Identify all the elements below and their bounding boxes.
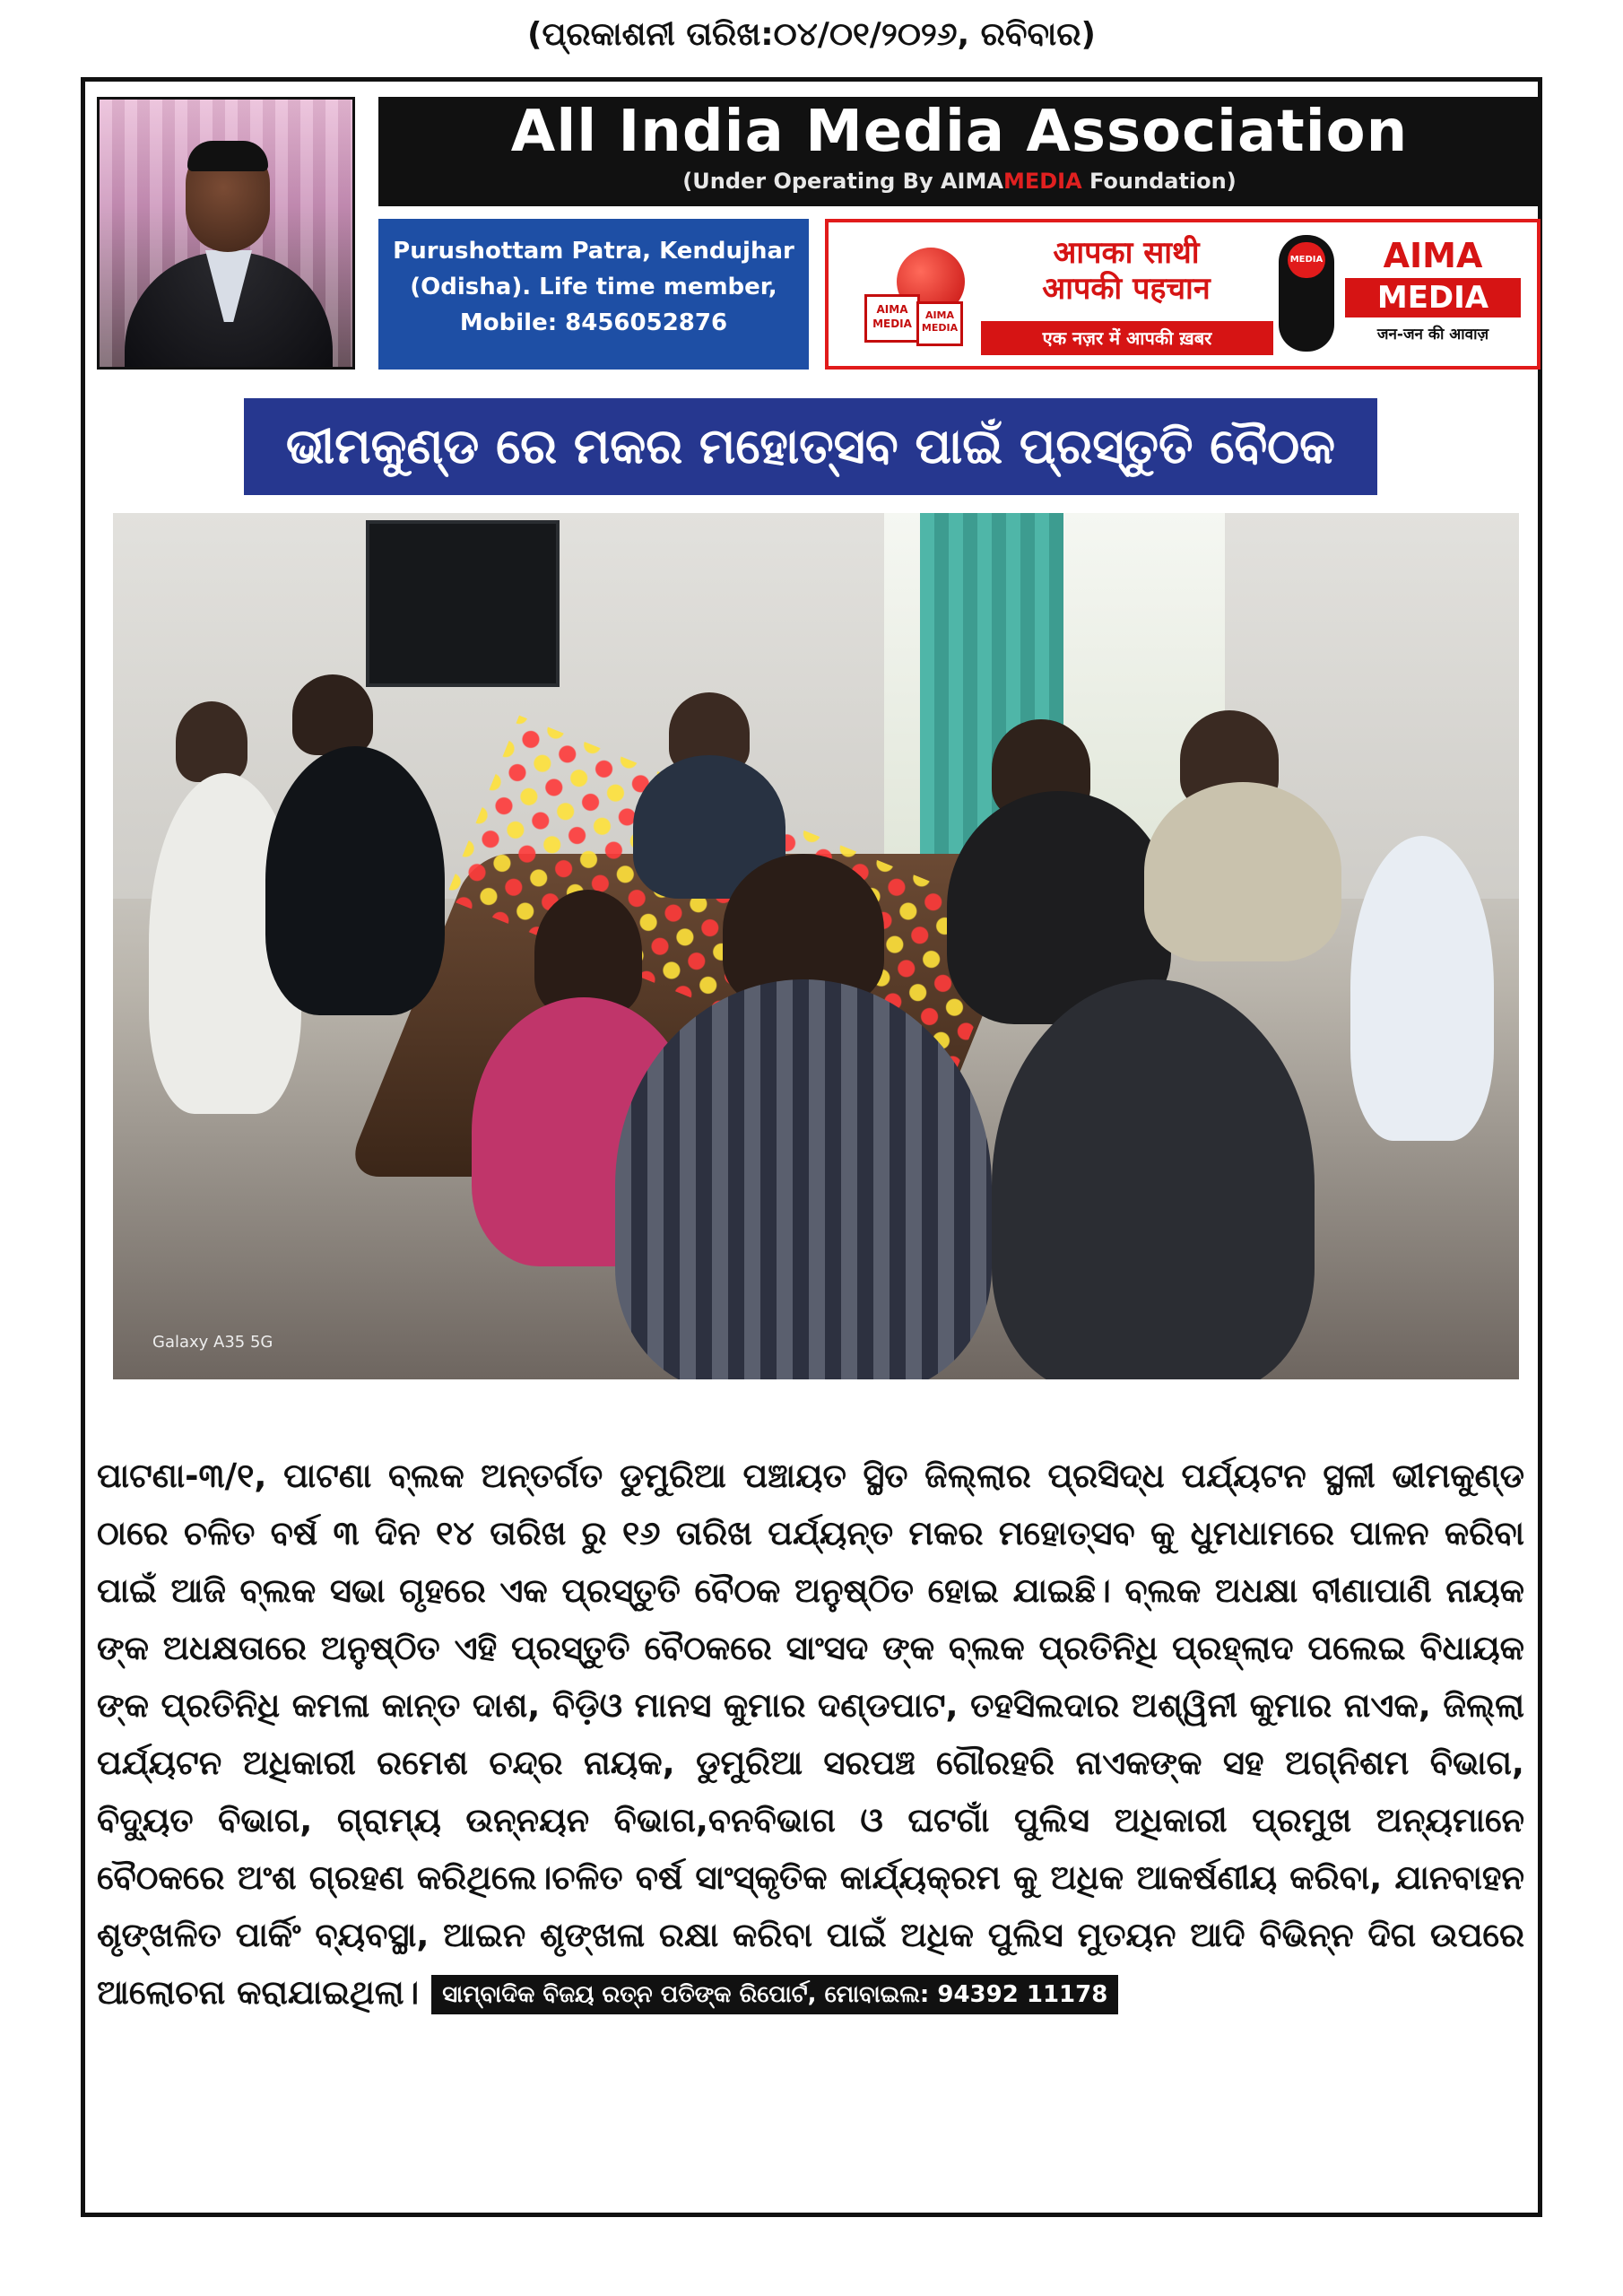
news-headline: ଭୀମକୁଣ୍ଡ ରେ ମକର ମହୋତ୍ସବ ପାଇଁ ପ୍ରସ୍ତୁତି ବୈଠକ	[244, 398, 1377, 495]
ad-tagline: आपका साथी आपकी पहचान	[1042, 235, 1211, 307]
article-text: ପାଟଣା-୩/୧, ପାଟଣା ବ୍ଲକ ଅନ୍ତର୍ଗତ ଡୁମୁରିଆ ପଞ୍ଚାୟତ ସ୍ଥିତ ଜିଲ୍ଲାର ପ୍ରସିଦ୍ଧ ପର୍ଯ୍ୟଟନ ସ୍ଥଳୀ ଭୀମକୁଣ୍ଡ ଠାରେ ଚଳିତ ବର୍ଷ ୩ ଦିନ ୧୪ ତାରିଖ ରୁ ୧୬ ତାରିଖ ପର୍ଯ୍ୟନ୍ତ ମକର ମହୋତ୍ସବ କୁ ଧୁମଧାମରେ ପାଳନ କରିବା ପାଇଁ ଆଜି ବ୍ଲକ ସଭା ଗୃହରେ ଏକ ପ୍ରସ୍ତୁତି ବୈଠକ ଅନୁଷ୍ଠିତ ହୋଇ ଯାଇଛି। ବ୍ଲକ ଅଧକ୍ଷା ବୀଣାପାଣି ନାୟକ ଙ୍କ ଅଧକ୍ଷତାରେ ଅନୁଷ୍ଠିତ ଏହି ପ୍ରସ୍ତୁତି ବୈଠକରେ ସାଂସଦ ଙ୍କ ବ୍ଲକ ପ୍ରତିନିଧି ପ୍ରହ୍ଲାଦ ପଲେଇ ବିଧାୟକ ଙ୍କ ପ୍ରତିନିଧି କମଳା କାନ୍ତ ଦାଶ, ବିଡ଼ିଓ ମାନସ କୁମାର ଦଣ୍ଡପାଟ, ତହସିଲଦାର ଅଶ୍ୱିନୀ କୁମାର ନାଏକ, ଜିଲ୍ଲା ପର୍ଯ୍ୟଟନ ଅଧିକାରୀ ରମେଶ ଚନ୍ଦ୍ର ନାୟକ, ଡୁମୁରିଆ ସରପଞ୍ଚ ଗୌରହରି ନାଏକଙ୍କ ସହ ଅଗ୍ନିଶମ ବିଭାଗ, ବିଦ୍ୟୁତ ବିଭାଗ, ଗ୍ରାମ୍ୟ ଉନ୍ନୟନ ବିଭାଗ,ବନବିଭାଗ ଓ ଘଟଗାଁ ପୁଲିସ ଅଧିକାରୀ ପ୍ରମୁଖ ଅନ୍ୟମାନେ ବୈଠକରେ ଅଂଶ ଗ୍ରହଣ କରିଥିଲେ।ଚଳିତ ବର୍ଷ ସାଂସ୍କୃତିକ କାର୍ଯ୍ୟକ୍ରମ କୁ ଅଧିକ ଆକର୍ଷଣୀୟ କରିବା, ଯାନବାହନ ଶୃଙ୍ଖଳିତ ପାର୍କିଂ ବ୍ୟବସ୍ଥା, ଆଇନ ଶୃଙ୍ଖଳା ରକ୍ଷା କରିବା ପାଇଁ ଅଧିକ ପୁଲିସ ମୁତୟନ ଆଦି ବିଭିନ୍ନ ଦିଗ ଉପରେ ଆଲୋଚନା କରାଯାଇଥିଲା।	[97, 1457, 1524, 2012]
microphone-icon	[864, 244, 972, 352]
article-body	[97, 1448, 1524, 2022]
tower-icon: MEDIA	[1279, 235, 1334, 352]
aima-media-logo: MEDIA AIMA MEDIA जन-जन की आवाज़	[1277, 231, 1528, 357]
brand-subtitle: (Under Operating By AIMAMEDIA Foundation)	[682, 169, 1237, 194]
member-info: Purushottam Patra, Kendujhar (Odisha). Life time member, Mobile: 8456052876	[378, 219, 809, 370]
publication-date: (ପ୍ରକାଶନୀ ତାରିଖ:୦୪/୦୧/୨୦୨୬, ରବିବାର)	[526, 16, 1097, 53]
photo-watermark: Galaxy A35 5G	[152, 1333, 273, 1352]
member-photo	[97, 97, 355, 370]
brand-banner	[378, 97, 1541, 206]
brand-title: All India Media Association	[510, 99, 1409, 165]
mic-label: AIMA MEDIA	[864, 294, 920, 343]
aima-media-ad	[825, 219, 1541, 370]
reporter-credit: ସାମ୍ବାଦିକ ବିଜୟ ରତ୍ନ ପତିଙ୍କ ରିପୋର୍ଟ, ମୋବାଇଲ: 94392 11178	[431, 1975, 1118, 2014]
ad-tagline-bar: एक नज़र में आपकी ख़बर	[981, 321, 1273, 355]
tv-screen	[366, 520, 560, 687]
meeting-photo	[113, 513, 1519, 1379]
mic-label-2: AIMA MEDIA	[916, 301, 963, 346]
